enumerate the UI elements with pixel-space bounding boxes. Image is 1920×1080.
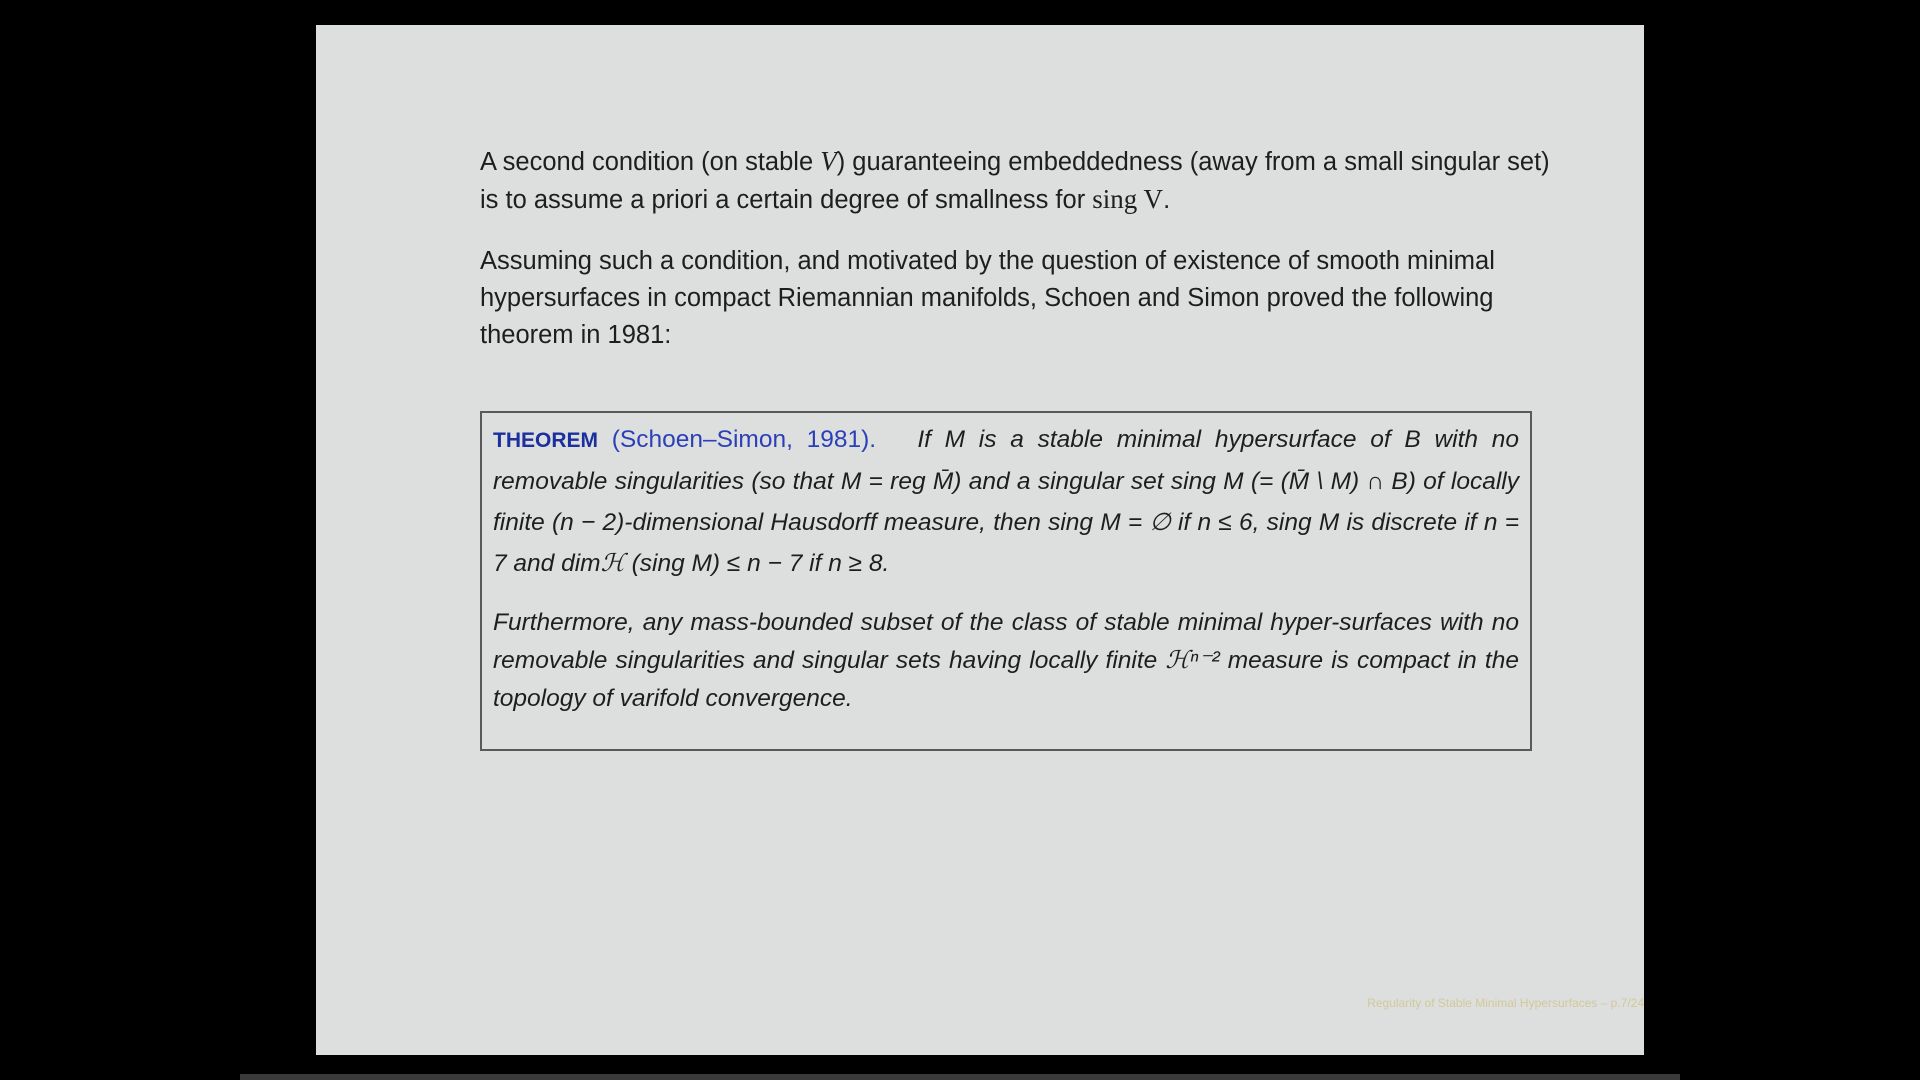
theorem-part-1: If M is a stable minimal hypersurface of B with no removable singularities (so that M = reg M̄) and a singular set sing M (= (M̄ \ M) ∩ B) of locally finite (n − 2)-dimensional Hausdorff measure, then sing M = ∅ if n ≤ 6, sing M is discrete if n = 7 and dimℋ (sing M) ≤ n − 7 if n ≥ 8. bbox=[493, 426, 1520, 577]
paragraph-condition-text-2: ) guaranteeing embeddedness (away from a small singular set) is to assume a priori a certain degree of smallness for bbox=[480, 148, 1550, 214]
theorem-attribution: (Schoen–Simon, 1981). bbox=[611, 426, 877, 453]
paragraph-condition bbox=[480, 143, 1566, 219]
math-sing-v: sing V bbox=[1092, 184, 1164, 214]
player-bar bbox=[240, 1074, 1680, 1080]
paragraph-motivation: Assuming such a condition, and motivated by the question of existence of smooth minimal hypersurfaces in compact Riemannian manifolds, Schoen and Simon proved the following theorem in 1981: bbox=[480, 247, 1495, 349]
theorem-statement bbox=[493, 419, 1519, 584]
slide-footer: Regularity of Stable Minimal Hypersurfaces – p.7/24 bbox=[1367, 996, 1644, 1010]
slide-body bbox=[480, 143, 1566, 378]
theorem-box bbox=[480, 411, 1532, 751]
paragraph-condition-text-1: A second condition (on stable bbox=[480, 148, 821, 176]
theorem-compactness: Furthermore, any mass-bounded subset of the class of stable minimal hyper-surfaces with no removable singularities and singular sets having locally finite ℋⁿ⁻² measure is compact in the topology of varifold convergence. bbox=[493, 609, 1519, 712]
theorem-label: THEOREM bbox=[493, 429, 598, 452]
paragraph-condition-text-3: . bbox=[1163, 186, 1171, 214]
math-v: V bbox=[820, 146, 837, 176]
